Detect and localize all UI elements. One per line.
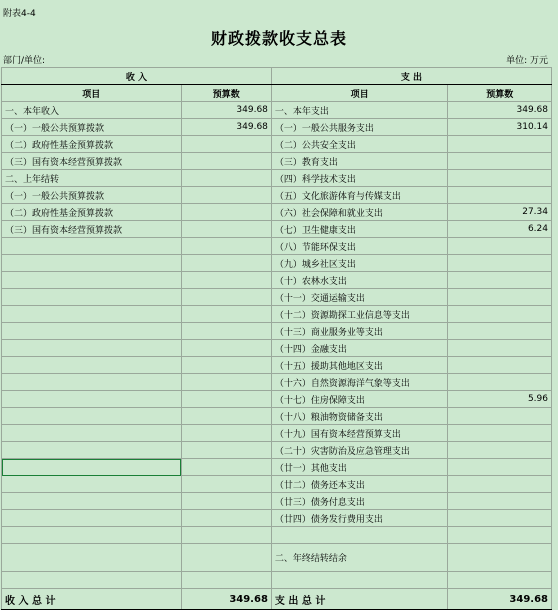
income-budget-cell[interactable]: 349.68 [181, 119, 271, 136]
expense-budget-cell[interactable] [448, 476, 552, 493]
income-item-cell[interactable] [2, 493, 182, 510]
expense-budget-cell[interactable] [448, 238, 552, 255]
income-budget-cell[interactable] [181, 306, 271, 323]
expense-item-cell[interactable]: （廿一）其他支出 [271, 459, 448, 476]
expense-budget-cell[interactable] [448, 510, 552, 527]
empty-cell[interactable] [181, 572, 271, 589]
expense-item-cell[interactable]: （二）公共安全支出 [271, 136, 448, 153]
income-budget-cell[interactable] [181, 272, 271, 289]
expense-item-cell[interactable]: 一、本年支出 [271, 102, 448, 119]
income-budget-cell[interactable] [181, 238, 271, 255]
col-budget-expense[interactable]: 预算数 [448, 85, 552, 102]
total-expense-value[interactable]: 349.68 [448, 589, 552, 610]
expense-item-cell[interactable]: （三）教育支出 [271, 153, 448, 170]
income-budget-cell[interactable] [181, 442, 271, 459]
expense-budget-cell[interactable]: 349.68 [448, 102, 552, 119]
expense-item-cell[interactable]: （二十）灾害防治及应急管理支出 [271, 442, 448, 459]
expense-budget-cell[interactable]: 6.24 [448, 221, 552, 238]
table-row [2, 187, 552, 204]
income-budget-cell[interactable] [181, 255, 271, 272]
income-item-cell[interactable] [2, 323, 182, 340]
empty-cell[interactable] [271, 527, 448, 544]
income-budget-cell[interactable] [181, 136, 271, 153]
income-budget-cell[interactable] [181, 221, 271, 238]
income-budget-cell[interactable] [181, 357, 271, 374]
expense-budget-cell[interactable] [448, 170, 552, 187]
expense-item-cell[interactable]: （十三）商业服务业等支出 [271, 323, 448, 340]
income-item-cell[interactable] [2, 289, 182, 306]
expense-item-cell[interactable]: （十八）粮油物资储备支出 [271, 408, 448, 425]
table-row [2, 572, 552, 589]
expense-item-cell[interactable]: （十）农林水支出 [271, 272, 448, 289]
total-expense-label[interactable]: 支 出 总 计 [271, 589, 448, 610]
expense-item-cell[interactable]: （十九）国有资本经营预算支出 [271, 425, 448, 442]
income-item-cell[interactable]: （一）一般公共预算拨款 [2, 119, 182, 136]
income-budget-cell[interactable]: 349.68 [181, 102, 271, 119]
income-item-cell[interactable] [2, 374, 182, 391]
income-budget-cell[interactable] [181, 323, 271, 340]
table-row [2, 289, 552, 306]
income-item-cell[interactable] [2, 255, 182, 272]
income-item-cell[interactable] [2, 425, 182, 442]
income-budget-cell[interactable] [181, 170, 271, 187]
income-item-cell[interactable] [2, 408, 182, 425]
total-income-value[interactable]: 349.68 [181, 589, 271, 610]
expense-budget-cell[interactable] [448, 425, 552, 442]
income-item-cell[interactable] [2, 391, 182, 408]
expense-budget-cell[interactable] [448, 187, 552, 204]
empty-cell[interactable] [181, 527, 271, 544]
income-item-cell[interactable] [2, 476, 182, 493]
expense-budget-cell[interactable] [448, 323, 552, 340]
income-budget-cell[interactable] [181, 153, 271, 170]
expense-budget-cell[interactable]: 5.96 [448, 391, 552, 408]
table-row [2, 204, 552, 221]
table-row [2, 102, 552, 119]
empty-cell[interactable] [2, 572, 182, 589]
expense-item-cell[interactable]: （十六）自然资源海洋气象等支出 [271, 374, 448, 391]
expense-item-cell[interactable]: （九）城乡社区支出 [271, 255, 448, 272]
expense-item-cell[interactable]: （十二）资源勘探工业信息等支出 [271, 306, 448, 323]
income-budget-cell[interactable] [181, 391, 271, 408]
income-budget-cell[interactable] [181, 459, 271, 476]
table-row [2, 340, 552, 357]
expense-item-cell[interactable]: （四）科学技术支出 [271, 170, 448, 187]
table-row [2, 442, 552, 459]
empty-cell[interactable] [271, 572, 448, 589]
table-row [2, 391, 552, 408]
table-row [2, 323, 552, 340]
expense-item-cell[interactable]: （五）文化旅游体育与传媒支出 [271, 187, 448, 204]
expense-budget-cell[interactable] [448, 493, 552, 510]
table-row [2, 476, 552, 493]
attachment-label: 附表4-4 [3, 9, 36, 19]
empty-cell[interactable] [448, 572, 552, 589]
column-header-row [2, 85, 552, 102]
income-item-cell[interactable] [2, 238, 182, 255]
total-row [2, 589, 552, 610]
expense-budget-cell[interactable]: 310.14 [448, 119, 552, 136]
table-row [2, 374, 552, 391]
table-row [2, 459, 552, 476]
income-budget-cell[interactable] [181, 374, 271, 391]
table-row [2, 153, 552, 170]
table-row [2, 357, 552, 374]
expense-budget-cell[interactable] [448, 442, 552, 459]
income-item-cell[interactable]: 二、上年结转 [2, 170, 182, 187]
income-item-cell[interactable]: （三）国有资本经营预算拨款 [2, 153, 182, 170]
income-item-cell[interactable] [2, 459, 182, 476]
income-item-cell[interactable] [2, 442, 182, 459]
carryover-label[interactable]: 二、年终结转结余 [271, 544, 448, 572]
income-budget-cell[interactable] [181, 340, 271, 357]
table-row [2, 493, 552, 510]
income-header[interactable]: 收 入 [2, 68, 272, 85]
table-row [2, 272, 552, 289]
expense-item-cell[interactable]: （一）一般公共服务支出 [271, 119, 448, 136]
carryover-value[interactable] [448, 544, 552, 572]
income-budget-cell[interactable] [181, 289, 271, 306]
empty-cell[interactable] [448, 527, 552, 544]
expense-budget-cell[interactable] [448, 408, 552, 425]
table-row [2, 136, 552, 153]
income-item-cell[interactable]: （一）一般公共预算拨款 [2, 187, 182, 204]
expense-item-cell[interactable]: （六）社会保障和就业支出 [271, 204, 448, 221]
empty-cell[interactable] [181, 544, 271, 572]
col-budget-income[interactable]: 预算数 [181, 85, 271, 102]
income-item-cell[interactable]: 一、本年收入 [2, 102, 182, 119]
page-title: 财政拨款收支总表 [210, 29, 347, 48]
expense-budget-cell[interactable] [448, 306, 552, 323]
expense-budget-cell[interactable] [448, 459, 552, 476]
empty-cell[interactable] [2, 544, 182, 572]
expense-budget-cell[interactable]: 27.34 [448, 204, 552, 221]
empty-cell[interactable] [2, 527, 182, 544]
table-row [2, 408, 552, 425]
table-row [2, 255, 552, 272]
income-budget-cell[interactable] [181, 187, 271, 204]
table-row [2, 221, 552, 238]
income-item-cell[interactable] [2, 357, 182, 374]
expense-item-cell[interactable]: （十七）住房保障支出 [271, 391, 448, 408]
budget-table [1, 67, 552, 610]
expense-budget-cell[interactable] [448, 255, 552, 272]
income-item-cell[interactable] [2, 272, 182, 289]
expense-item-cell[interactable]: （七）卫生健康支出 [271, 221, 448, 238]
expense-item-cell[interactable]: （十一）交通运输支出 [271, 289, 448, 306]
table-row [2, 544, 552, 572]
expense-item-cell[interactable]: （廿四）债务发行费用支出 [271, 510, 448, 527]
section-header-row [2, 68, 552, 85]
expense-item-cell[interactable]: （廿三）债务付息支出 [271, 493, 448, 510]
dept-label: 部门/单位: [3, 56, 46, 66]
unit-label: 单位: 万元 [506, 56, 548, 66]
expense-budget-cell[interactable] [448, 340, 552, 357]
income-budget-cell[interactable] [181, 204, 271, 221]
table-row [2, 425, 552, 442]
expense-header[interactable]: 支 出 [271, 68, 551, 85]
expense-item-cell[interactable]: （十四）金融支出 [271, 340, 448, 357]
expense-budget-cell[interactable] [448, 357, 552, 374]
col-item-expense[interactable]: 项目 [271, 85, 448, 102]
expense-budget-cell[interactable] [448, 289, 552, 306]
table-row [2, 170, 552, 187]
income-item-cell[interactable] [2, 340, 182, 357]
table-row [2, 527, 552, 544]
expense-budget-cell[interactable] [448, 153, 552, 170]
expense-budget-cell[interactable] [448, 374, 552, 391]
income-budget-cell[interactable] [181, 510, 271, 527]
income-budget-cell[interactable] [181, 493, 271, 510]
expense-item-cell[interactable]: （十五）援助其他地区支出 [271, 357, 448, 374]
table-row [2, 238, 552, 255]
total-income-label[interactable]: 收 入 总 计 [2, 589, 182, 610]
income-budget-cell[interactable] [181, 476, 271, 493]
expense-budget-cell[interactable] [448, 272, 552, 289]
income-item-cell[interactable] [2, 510, 182, 527]
expense-item-cell[interactable]: （廿二）债务还本支出 [271, 476, 448, 493]
income-budget-cell[interactable] [181, 408, 271, 425]
income-item-cell[interactable]: （二）政府性基金预算拨款 [2, 204, 182, 221]
table-row [2, 119, 552, 136]
income-budget-cell[interactable] [181, 425, 271, 442]
income-item-cell[interactable]: （二）政府性基金预算拨款 [2, 136, 182, 153]
col-item-income[interactable]: 项目 [2, 85, 182, 102]
expense-item-cell[interactable]: （八）节能环保支出 [271, 238, 448, 255]
table-row [2, 306, 552, 323]
expense-budget-cell[interactable] [448, 136, 552, 153]
income-item-cell[interactable] [2, 306, 182, 323]
table-row [2, 510, 552, 527]
income-item-cell[interactable]: （三）国有资本经营预算拨款 [2, 221, 182, 238]
